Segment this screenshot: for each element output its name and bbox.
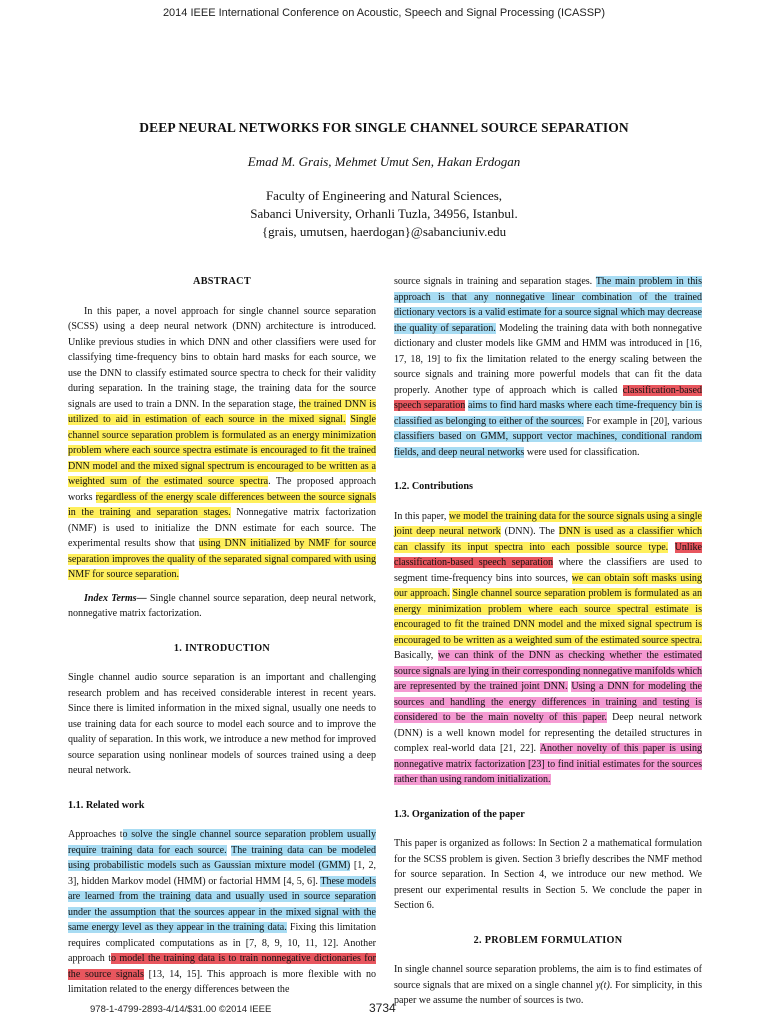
abstract-heading: ABSTRACT <box>193 276 251 287</box>
highlight: Single channel source separation problem is formulated as an energy minimization problem where each source spectra estimate is encouraged to fit the trained DNN model and the mixed signal spectrum is encouraged to be written as a weighted sum of the estimated source spectra <box>68 414 376 487</box>
highlight: DNN is used as a classifier which can classify its input spectra into each possible source type. <box>394 526 702 553</box>
affiliation <box>0 187 768 241</box>
highlight: we can think of the DNN as checking whether the estimated source signals are lying in their corresponding nonnegative manifolds which are represented by the trained joint DNN. <box>394 650 702 692</box>
highlight: Single channel source separation problem is formulated as an energy minimization problem where each source spectral estimate is encouraged to fit the trained DNN model and the mixed signal spectrum is encouraged to be written as a weighted sum of the estimated source spectra. <box>394 588 703 646</box>
affiliation-line-1: Faculty of Engineering and Natural Sciences, <box>265 188 503 203</box>
organization-heading: 1.3. Organization of the paper <box>394 808 525 820</box>
problem-formulation-paragraph: In single channel source separation problems, the aim is to find estimates of source signals that are mixed on a single channel y(t). For simplicity, in this paper we assume the number of sources is two. <box>394 964 702 1006</box>
highlight: using DNN initialized by NMF for source separation improves the quality of the separated signal compared with using NMF for source separation. <box>68 538 376 580</box>
highlight: Using a DNN for modeling the sources and handling the energy differences in training and testing is considered to be the main novelty of this paper. <box>394 681 702 723</box>
highlight: classification-based speech separation <box>394 384 702 411</box>
highlight: we model the training data for the source signals using a single joint deep neural network <box>394 510 703 537</box>
organization-paragraph: This paper is organized as follows: In Section 2 a mathematical formulation for the SCSS problem is given. Section 3 briefly describes the NMF method for source separation. In Section 4, we introduce our new method. We present our experimental results in Section 5. We conclude the paper in Section 6. <box>394 838 702 911</box>
contributions-heading: 1.2. Contributions <box>394 481 473 492</box>
highlight: These models are learned from the training data and usually used in source separation under the assumption that the sources appear in the mixed signal with the same energy level as they appear in the training data. <box>68 875 376 933</box>
highlight: The main problem in this approach is that any nonnegative linear combination of the trained dictionary vectors is a valid estimate for a source signal which may decrease the quality of separation. <box>394 276 703 334</box>
index-terms-label: Index Terms— <box>84 592 147 604</box>
introduction-heading: 1. INTRODUCTION <box>173 642 271 654</box>
page-number: 3734 <box>369 1001 396 1015</box>
problem-formulation-heading: 2. PROBLEM FORMULATION <box>473 934 623 946</box>
math-y-t: y(t) <box>595 979 610 991</box>
related-work-heading: 1.1. Related work <box>68 799 145 811</box>
left-column <box>68 274 376 998</box>
conference-header: 2014 IEEE International Conference on Acoustic, Speech and Signal Processing (ICASSP) <box>162 7 606 19</box>
related-work-continued: source signals in training and separation stages. The main problem in this approach is that any nonnegative linear combination of the trained dictionary vectors is a valid estimate for a source signal which may decrease the quality of separation. Modeling the training data with both nonnegative dictionary and cluster models like GMM and HMM was introduced in [16, 17, 18, 19] to fix the limitation related to the energy scaling between the source signals and training more powerful models that can fit the data properly. Another type of approach which is called classification-based speech separation aims to find hard masks where each time-frequency bin is classified as belonging to either of the sources. For example in [20], various classifiers based on GMM, support vector machines, conditional random fields, and deep neural networks were used for classification. <box>394 276 703 458</box>
affiliation-line-2: Sabanci University, Orhanli Tuzla, 34956, Istanbul. <box>250 206 518 221</box>
affiliation-emails: {grais, umutsen, haerdogan}@sabanciuniv.edu <box>261 224 507 239</box>
highlight: The training data can be modeled using probabilistic models such as Gaussian mixture model (GMM) <box>68 844 376 871</box>
paper-title: DEEP NEURAL NETWORKS FOR SINGLE CHANNEL SOURCE SEPARATION <box>139 120 629 135</box>
highlight: o solve the single channel source separation problem usually require training data for each source. <box>68 829 376 856</box>
footer-isbn: 978-1-4799-2893-4/14/$31.00 ©2014 IEEE <box>90 1004 272 1015</box>
highlight: classifiers based on GMM, support vector machines, conditional random fields, and deep neural networks <box>394 431 702 458</box>
paper-authors: Emad M. Grais, Mehmet Umut Sen, Hakan Erdogan <box>247 154 521 169</box>
introduction-paragraph: Single channel audio source separation is an important and challenging research problem and has received considerable interest in recent years. Since there is limited information in the mixed signal, usually one needs to use training data for each source to model each source and to improve the quality of separation. In this work, we introduce a new method for improved source separation using nonlinear models of sources trained using a deep neural network. <box>68 672 376 776</box>
abstract-paragraph: In this paper, a novel approach for single channel source separation (SCSS) using a deep neural network (DNN) architecture is introduced. Unlike previous studies in which DNN and other classifiers were used for classifying time-frequency bins to obtain hard masks for each source, we use the DNN to classify estimated source spectra to check for their validity during separation. In the training stage, the training data for the source signals are used to train a DNN. In the separation stage, the trained DNN is utilized to aid in estimation of each source in the mixed signal. Single channel source separation problem is formulated as an energy minimization problem where each source spectra estimate is encouraged to fit the trained DNN model and the mixed signal spectrum is encouraged to be written as a weighted sum of the estimated source spectra. The proposed approach works regardless of the energy scale differences between the source signals in the training and separation stages. Nonnegative matrix factorization (NMF) is used to initialize the DNN estimate for each source. The experimental results show that using DNN initialized by NMF for source separation improves the quality of the separated signal compared with using NMF for source separation. <box>68 305 376 580</box>
right-column <box>394 274 702 1009</box>
highlight: the trained DNN is utilized to aid in estimation of each source in the mixed signal. <box>68 398 376 425</box>
highlight: o model the training data is to train nonnegative dictionaries for the source signals <box>68 953 377 980</box>
highlight: Another novelty of this paper is using nonnegative matrix factorization [23] to find initial estimates for the sources rather than using random initialization. <box>394 743 702 785</box>
highlight: Unlike classification-based speech separation <box>394 541 703 568</box>
contributions-paragraph: In this paper, we model the training data for the source signals using a single joint deep neural network (DNN). The DNN is used as a classifier which can classify its input spectra into each possible source type. Unlike classification-based speech separation where the classifiers are used to segment time-frequency bins into sources, we can obtain soft masks using our approach. Single channel source separation problem is formulated as an energy minimization problem where each source spectral estimate is encouraged to fit the trained DNN model and the mixed signal spectrum is encouraged to be written as a weighted sum of the estimated source spectra. Basically, we can think of the DNN as checking whether the estimated source signals are lying in their corresponding nonnegative manifolds which are represented by the trained joint DNN. Using a DNN for modeling the sources and handling the energy differences in training and testing is considered to be the main novelty of this paper. Deep neural network (DNN) is a well known model for representing the detailed structures in complex real-world data [21, 22]. Another novelty of this paper is using nonnegative matrix factorization [23] to find initial estimates for the sources rather than using random initialization. <box>394 510 703 785</box>
highlight: we can obtain soft masks using our approach. <box>394 572 702 599</box>
related-work-paragraph: Approaches to solve the single channel source separation problem usually require training data for each source. The training data can be modeled using probabilistic models such as Gaussian mixture model (GMM) [1, 2, 3], hidden Markov model (HMM) or factorial HMM [4, 5, 6]. These models are learned from the training data and usually used in source separation under the assumption that the sources appear in the mixed signal with the same energy level as they appear in the training data. Fixing this limitation requires complicated computations as in [7, 8, 9, 10, 11, 12]. Another approach to model the training data is to train nonnegative dictionaries for the source signals [13, 14, 15]. This approach is more flexible with no limitation related to the energy differences between the <box>68 829 377 995</box>
highlight: aims to find hard masks where each time-frequency bin is classified as belonging to either of the sources. <box>394 400 702 427</box>
highlight: regardless of the energy scale differences between the source signals in the training and separation stages. <box>68 491 376 518</box>
index-terms: Index Terms— Single channel source separation, deep neural network, nonnegative matrix factorization. <box>68 592 376 619</box>
